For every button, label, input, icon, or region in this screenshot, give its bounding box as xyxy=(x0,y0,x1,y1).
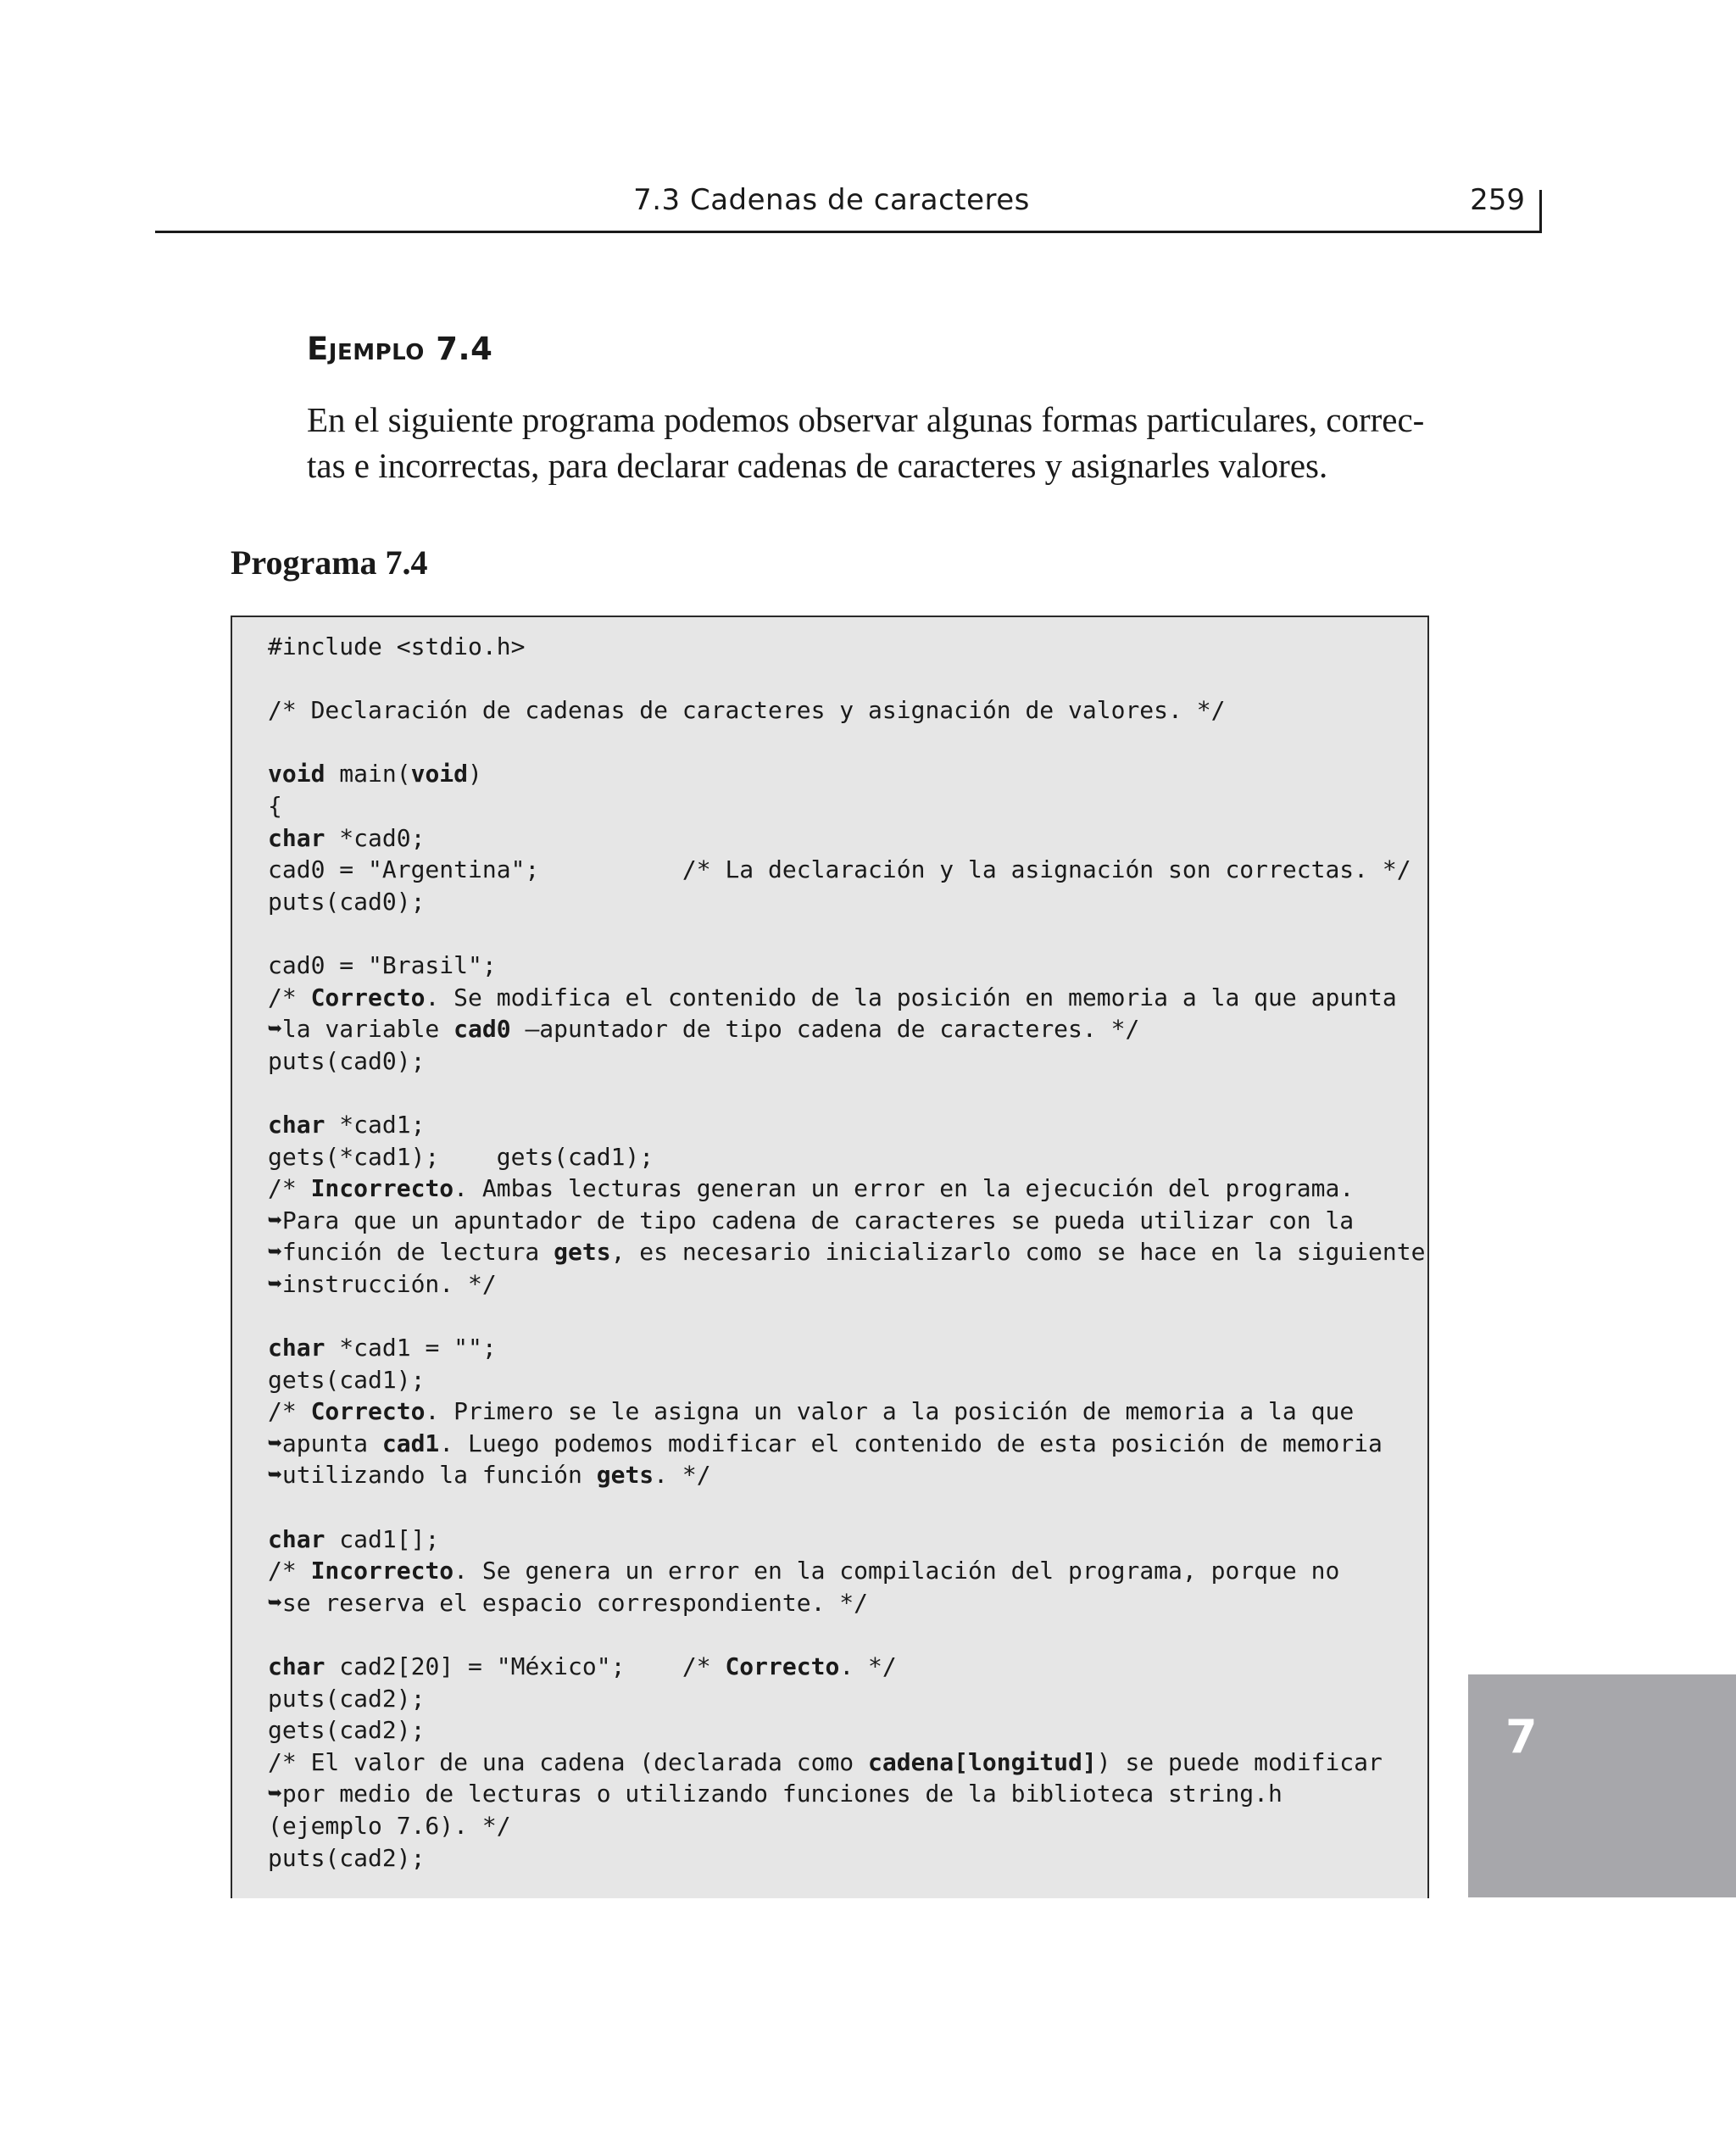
code-text: /* xyxy=(268,1174,311,1203)
code-line xyxy=(268,1555,1425,1587)
code-bold-token: char xyxy=(268,1110,326,1139)
code-line xyxy=(268,1618,1425,1651)
code-bold-token: cad0 xyxy=(453,1015,511,1044)
code-line xyxy=(268,1300,1425,1332)
code-bold-token: cadena[longitud] xyxy=(868,1747,1097,1776)
code-text: { xyxy=(268,791,282,820)
intro-line: En el siguiente programa podemos observar algunas formas particulares, correc- xyxy=(307,400,1425,439)
code-text: ) xyxy=(468,760,482,788)
code-bold-token: gets xyxy=(596,1461,654,1490)
code-listing-box xyxy=(231,616,1429,1898)
running-head-title: 7.3 Cadenas de caracteres xyxy=(633,183,1030,217)
code-line xyxy=(268,1268,1425,1301)
code-text: puts(cad2); xyxy=(268,1843,426,1872)
code-line xyxy=(268,727,1425,759)
code-bold-token: void xyxy=(268,760,326,788)
code-bold-token: char xyxy=(268,823,326,852)
chapter-number: 7 xyxy=(1505,1710,1538,1763)
code-line xyxy=(268,1077,1425,1109)
code-line xyxy=(268,663,1425,695)
code-text: puts(cad2); xyxy=(268,1684,426,1713)
code-line xyxy=(268,950,1425,982)
code-text: gets(*cad1); gets(cad1); xyxy=(268,1142,654,1171)
code-line xyxy=(268,1651,1425,1683)
code-line xyxy=(268,1428,1425,1460)
code-line xyxy=(268,1109,1425,1141)
code-line xyxy=(268,790,1425,822)
code-line xyxy=(268,1587,1425,1619)
example-intro-paragraph xyxy=(307,397,1426,488)
code-line xyxy=(268,1842,1425,1875)
code-bold-token: char xyxy=(268,1334,326,1362)
code-line xyxy=(268,631,1425,663)
code-line xyxy=(268,1810,1425,1842)
code-text: . Se modifica el contenido de la posición en memoria a la que apunta xyxy=(425,983,1397,1011)
chapter-thumb-tab xyxy=(1468,1674,1736,1897)
code-text: puts(cad0); xyxy=(268,1046,426,1075)
code-line xyxy=(268,854,1425,886)
code-text: cad0 = "Argentina"; /* La declaración y la asignación son correctas. */ xyxy=(268,855,1411,884)
code-line xyxy=(268,1491,1425,1524)
code-text: ) se puede modificar xyxy=(1096,1747,1383,1776)
code-text: . Primero se le asigna un valor a la posición de memoria a la que xyxy=(425,1397,1355,1426)
code-line xyxy=(268,694,1425,727)
code-bold-token: cad1 xyxy=(381,1429,440,1457)
code-text: . Se genera un error en la compilación del programa, porque no xyxy=(453,1557,1340,1585)
code-listing xyxy=(268,631,1425,1874)
code-line xyxy=(268,1396,1425,1428)
code-text: /* xyxy=(268,1397,311,1426)
code-line xyxy=(268,1141,1425,1173)
code-text: ➥la variable xyxy=(268,1015,454,1044)
code-line xyxy=(268,1683,1425,1715)
code-text: ➥instrucción. */ xyxy=(268,1269,497,1298)
code-text: *cad1; xyxy=(325,1110,426,1139)
code-line xyxy=(268,1364,1425,1396)
header-vertical-rule xyxy=(1539,190,1542,231)
code-line xyxy=(268,1747,1425,1779)
code-bold-token: Correcto xyxy=(310,983,426,1011)
code-line xyxy=(268,1332,1425,1364)
code-text: *cad1 = ""; xyxy=(325,1334,497,1362)
code-text: . */ xyxy=(839,1652,897,1680)
code-line xyxy=(268,758,1425,790)
code-text: —apuntador de tipo cadena de caracteres. */ xyxy=(510,1015,1140,1044)
code-line xyxy=(268,1013,1425,1045)
code-bold-token: Incorrecto xyxy=(310,1557,454,1585)
code-line xyxy=(268,1236,1425,1268)
code-text: . */ xyxy=(654,1461,711,1490)
program-title: Programa 7.4 xyxy=(231,543,428,582)
code-text: gets(cad1); xyxy=(268,1365,426,1394)
code-line xyxy=(268,1045,1425,1078)
code-line xyxy=(268,1205,1425,1237)
running-head xyxy=(155,180,1542,233)
code-line xyxy=(268,1524,1425,1556)
code-text: . Ambas lecturas generan un error en la ejecución del programa. xyxy=(453,1174,1355,1203)
code-text: ➥utilizando la función xyxy=(268,1461,597,1490)
code-text: *cad0; xyxy=(325,823,426,852)
code-line xyxy=(268,886,1425,918)
code-text: cad2[20] = "México"; /* xyxy=(325,1652,726,1680)
code-bold-token: char xyxy=(268,1524,326,1553)
code-text: /* Declaración de cadenas de caracteres y asignación de valores. */ xyxy=(268,696,1226,725)
code-line xyxy=(268,1459,1425,1491)
code-text: cad0 = "Brasil"; xyxy=(268,950,497,979)
code-bold-token: gets xyxy=(554,1238,611,1267)
code-line xyxy=(268,1778,1425,1810)
code-line xyxy=(268,1173,1425,1205)
code-text: ➥función de lectura xyxy=(268,1238,554,1267)
code-bold-token: void xyxy=(410,760,469,788)
code-text: ➥se reserva el espacio correspondiente. */ xyxy=(268,1588,869,1617)
code-text: ➥apunta xyxy=(268,1429,382,1457)
code-line xyxy=(268,917,1425,950)
code-text: #include <stdio.h> xyxy=(268,632,526,660)
code-text: gets(cad2); xyxy=(268,1716,426,1745)
code-text: ➥por medio de lecturas o utilizando funciones de la biblioteca string.h xyxy=(268,1780,1283,1808)
code-text: cad1[]; xyxy=(325,1524,440,1553)
code-text: /* xyxy=(268,1557,311,1585)
code-line xyxy=(268,1714,1425,1747)
example-heading: Ejemplo 7.4 xyxy=(307,331,493,367)
code-bold-token: Incorrecto xyxy=(310,1174,454,1203)
code-text: main( xyxy=(325,760,411,788)
code-text: /* xyxy=(268,983,311,1011)
code-bold-token: Correcto xyxy=(310,1397,426,1426)
intro-line: tas e incorrectas, para declarar cadenas de caracteres y asignarles valores. xyxy=(307,446,1328,485)
code-text: , es necesario inicializarlo como se hace en la siguiente xyxy=(610,1238,1426,1267)
code-text: /* El valor de una cadena (declarada como xyxy=(268,1747,869,1776)
code-bold-token: char xyxy=(268,1652,326,1680)
code-text: puts(cad0); xyxy=(268,887,426,916)
code-text: . Luego podemos modificar el contenido de esta posición de memoria xyxy=(439,1429,1383,1457)
code-text: ➥Para que un apuntador de tipo cadena de caracteres se pueda utilizar con la xyxy=(268,1206,1355,1234)
code-text: (ejemplo 7.6). */ xyxy=(268,1811,511,1840)
code-line xyxy=(268,822,1425,855)
code-line xyxy=(268,982,1425,1014)
page-number: 259 xyxy=(1470,183,1525,217)
code-bold-token: Correcto xyxy=(725,1652,840,1680)
